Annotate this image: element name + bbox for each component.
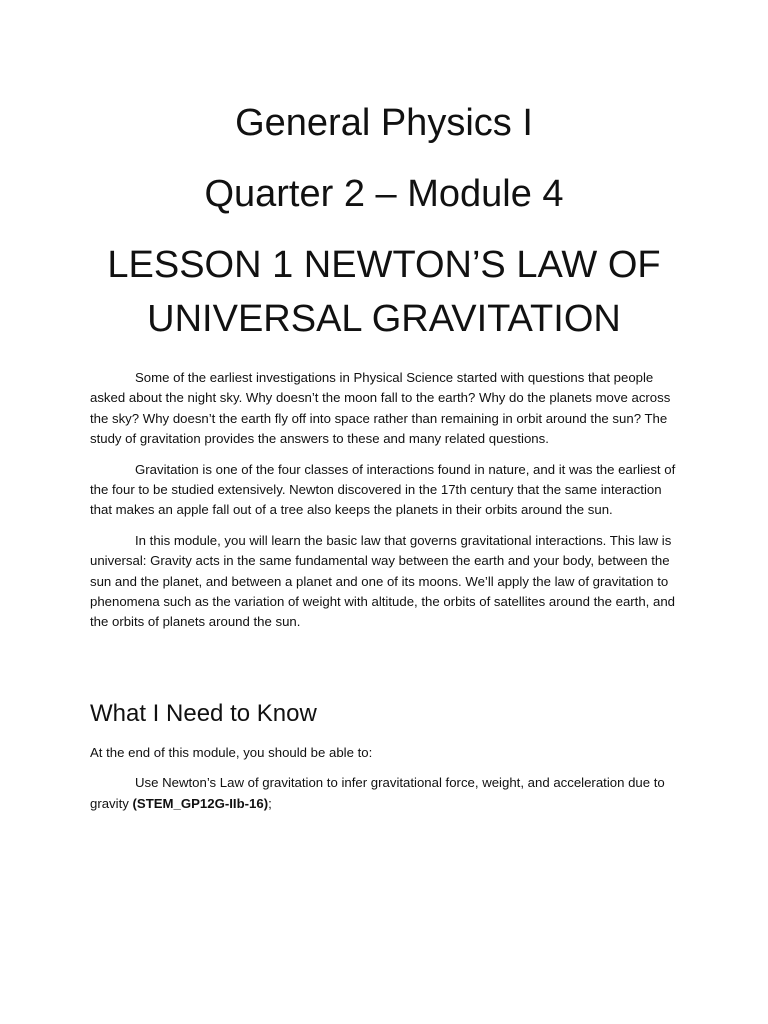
competency-code: (STEM_GP12G-IIb-16)	[132, 795, 269, 811]
objective-item	[90, 773, 686, 814]
course-title: General Physics I	[235, 102, 533, 144]
title-block	[0, 96, 768, 346]
objectives-intro: At the end of this module, you should be able to:	[90, 745, 373, 760]
intro-paragraph-1: Some of the earliest investigations in Physical Science started with questions that people asked about the night sky. Why doesn’t the moon fall to the earth? Why do the planets move across the sky? Why doesn’t the earth fly off into space rather than remaining in orbit around the sun? The study of gravitation provides the answers to these and many related questions.	[90, 370, 671, 447]
objective-text: Use Newton’s Law of gravitation to infer gravitational force, weight, and acceleration due to gravity	[90, 775, 665, 811]
section-heading-what-i-need-to-know: What I Need to Know	[90, 700, 317, 727]
module-title: Quarter 2 – Module 4	[204, 173, 564, 215]
objective-end: ;	[268, 795, 272, 811]
objectives-block	[90, 743, 686, 814]
intro-paragraph-3: In this module, you will learn the basic law that governs gravitational interactions. This law is universal: Gravity acts in the same fundamental way between the earth and your body, between the sun and the planet, and between a planet and one of its moons. We’ll apply the law of gravitation to phenomena such as the variation of weight with altitude, the orbits of satellites around the earth, and the orbits of planets around the sun.	[90, 532, 676, 630]
lesson-title-line-1: LESSON 1 NEWTON’S LAW OF	[107, 244, 661, 286]
lesson-title-line-2: UNIVERSAL GRAVITATION	[147, 298, 621, 340]
intro-body	[90, 368, 686, 643]
intro-paragraph-2: Gravitation is one of the four classes of interactions found in nature, and it was the earliest of the four to be studied extensively. Newton discovered in the 17th century that the same interaction that makes an apple fall out of a tree also keeps the planets in their orbits around the sun.	[90, 461, 676, 518]
